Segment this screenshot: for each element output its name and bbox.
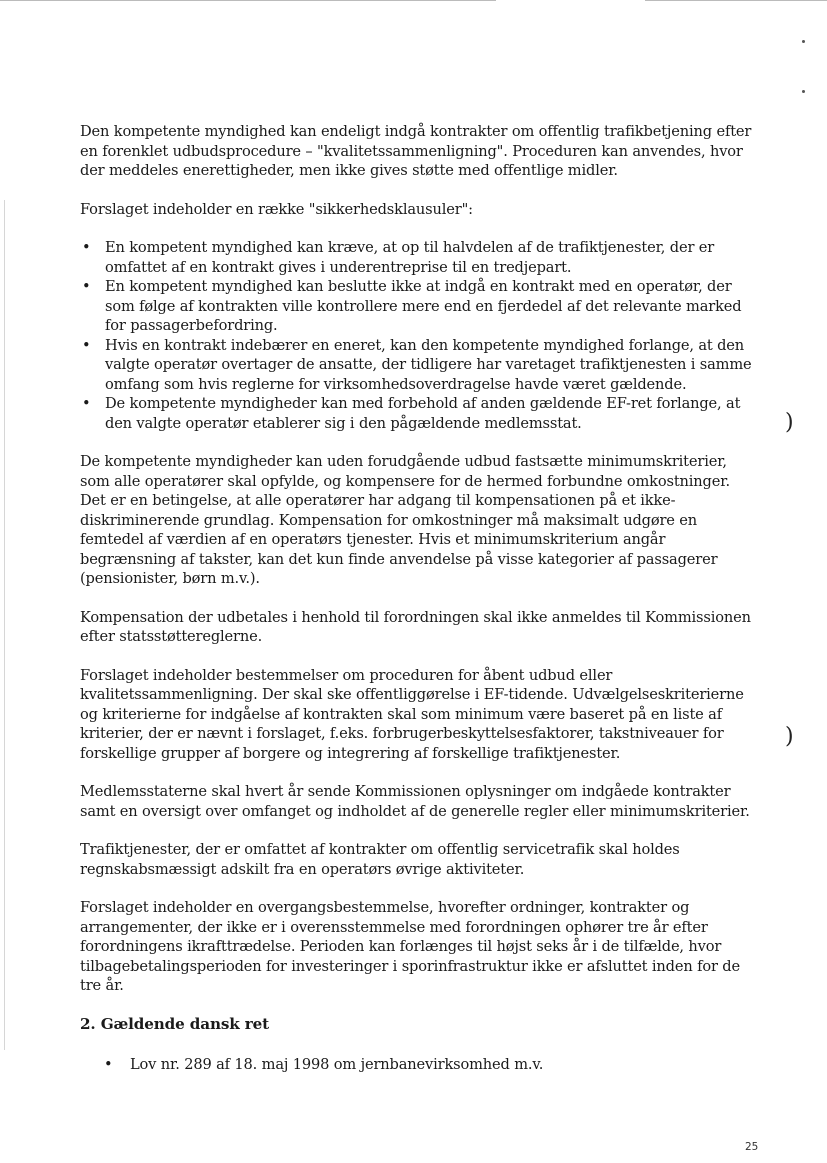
list-item: • Lov nr. 289 af 18. maj 1998 om jernbanevirksomhed m.v. — [80, 1055, 760, 1075]
document-body — [80, 122, 760, 1075]
list-item: • De kompetente myndigheder kan med forbehold af anden gældende EF-ret forlange, at den valgte operatør etablerer sig i den pågældende medlemsstat. — [80, 394, 760, 433]
law-list — [80, 1055, 760, 1075]
margin-bracket-mark: ) — [785, 410, 794, 435]
page-number: 25 — [745, 1141, 759, 1153]
paragraph-transition: Forslaget indeholder en overgangsbestemmelse, hvorefter ordninger, kontrakter og arrangementer, der ikke er i overensstemmelse med forordningen ophører tre år efter forordningens ikrafttrædelse. Perioden kan forlænges til højst seks år i de tilfælde, hvor tilbagebetalingsperioden for investeringer i sporinfrastruktur ikke er afsluttet inden for de tre år. — [80, 899, 740, 994]
list-item: • En kompetent myndighed kan kræve, at op til halvdelen af de trafiktjenester, der er omfattet af en kontrakt gives i underentreprise til en tredjepart. — [80, 238, 760, 277]
scan-left-edge — [4, 200, 5, 1050]
intro-paragraph: Den kompetente myndighed kan endeligt indgå kontrakter om offentlig trafikbetjening efter en forenklet udbudsprocedure – "kvalitetssammenligning". Proceduren kan anvendes, hvor der meddeles enerettigheder, men ikke gives støtte med offentlige midler. — [80, 123, 752, 179]
list-item: • En kompetent myndighed kan beslutte ikke at indgå en kontrakt med en operatør, der som følge af kontrakten ville kontrollere mere end en fjerdedel af det relevante marked for passagerbefordring. — [80, 277, 760, 336]
paragraph-reporting: Medlemsstaterne skal hvert år sende Kommissionen oplysninger om indgåede kontrakter samt en oversigt over omfanget og indholdet af de generelle regler eller minimumskriterier. — [80, 783, 750, 820]
section-heading: 2. Gældende dansk ret — [80, 1014, 269, 1033]
scan-speck — [802, 40, 805, 43]
list-item: • Hvis en kontrakt indebærer en eneret, kan den kompetente myndighed forlange, at den valgte operatør overtager de ansatte, der tidligere har varetaget trafiktjenesten i samme omfang som hvis reglerne for virksomhedsoverdragelse havde været gældende. — [80, 336, 760, 395]
paragraph-compensation: Kompensation der udbetales i henhold til forordningen skal ikke anmeldes til Kommissionen efter statsstøttereglerne. — [80, 608, 751, 645]
clauses-intro: Forslaget indeholder en række "sikkerhedsklausuler": — [80, 200, 473, 218]
margin-bracket-mark: ) — [785, 724, 794, 749]
scan-top-edge — [0, 0, 827, 1]
paragraph-minimum-criteria: De kompetente myndigheder kan uden forudgående udbud fastsætte minimumskriterier, som alle operatører skal opfylde, og kompensere for de hermed forbundne omkostninger. Det er en betingelse, at alle operatører har adgang til kompensationen på et ikke-diskriminerende grundlag. Kompensation for omkostninger må maksimalt udgøre en femtedel af værdien af en operatørs tjenester. Hvis et minimumskriterium angår begrænsning af takster, kan det kun finde anvendelse på visse kategorier af passagerer (pensionister, børn m.v.). — [80, 453, 730, 587]
paragraph-procedure: Forslaget indeholder bestemmelser om proceduren for åbent udbud eller kvalitetssammenligning. Der skal ske offentliggørelse i EF-tidende. Udvælgelseskriterierne og kriterierne for indgåelse af kontrakten skal som minimum være baseret på en liste af kriterier, der er nævnt i forslaget, f.eks. forbrugerbeskyttelsesfaktorer, takstniveauer for forskellige grupper af borgere og integrering af forskellige trafiktjenester. — [80, 666, 744, 762]
paragraph-accounting: Trafiktjenester, der er omfattet af kontrakter om offentlig servicetrafik skal holdes regnskabsmæssigt adskilt fra en operatørs øvrige aktiviteter. — [80, 841, 680, 878]
safety-clauses-list — [80, 238, 760, 433]
scan-speck — [802, 90, 805, 93]
